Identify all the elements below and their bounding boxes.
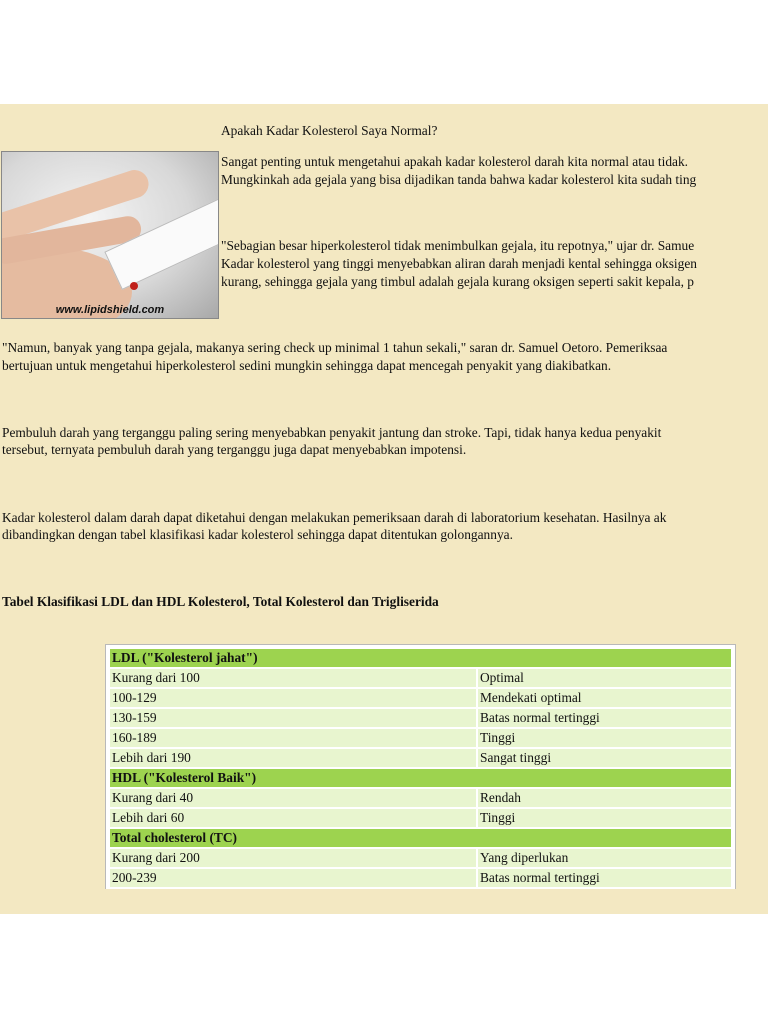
- table-row: [110, 809, 731, 827]
- table-cell: Kurang dari 40: [110, 789, 476, 807]
- table-section-header: [110, 829, 731, 847]
- paragraph-2-line-3: kurang, sehingga gejala yang timbul adalah gejala kurang oksigen seperti sakit kepala, p: [221, 274, 694, 289]
- paragraph-5-line-1: Kadar kolesterol dalam darah dapat diketahui dengan melakukan pemeriksaan darah di laboratorium kesehatan. Hasilnya ak: [2, 510, 667, 525]
- table-section-header: [110, 649, 731, 667]
- article-title: Apakah Kadar Kolesterol Saya Normal?: [221, 123, 438, 138]
- table-cell: 200-239: [110, 869, 476, 887]
- table-cell: Kurang dari 100: [110, 669, 476, 687]
- table-cell: 100-129: [110, 689, 476, 707]
- table-cell: Lebih dari 190: [110, 749, 476, 767]
- paragraph-2-line-1: "Sebagian besar hiperkolesterol tidak menimbulkan gejala, itu repotnya," ujar dr. Samue: [221, 238, 695, 253]
- hdl-header: HDL ("Kolesterol Baik"): [110, 769, 731, 787]
- table-row: [110, 869, 731, 887]
- table-row: [110, 849, 731, 867]
- paragraph-5-line-2: dibandingkan dengan tabel klasifikasi kadar kolesterol sehingga dapat ditentukan golongannya.: [2, 527, 513, 542]
- classification-table: [105, 644, 736, 889]
- table-cell: Batas normal tertinggi: [478, 709, 731, 727]
- table-row: [110, 789, 731, 807]
- table-cell: 160-189: [110, 729, 476, 747]
- paragraph-4-line-2: tersebut, ternyata pembuluh darah yang terganggu juga dapat menyebabkan impotensi.: [2, 442, 467, 457]
- table-cell: Mendekati optimal: [478, 689, 731, 707]
- paragraph-1-line-1: Sangat penting untuk mengetahui apakah kadar kolesterol darah kita normal atau tidak.: [221, 154, 689, 169]
- table-cell: Lebih dari 60: [110, 809, 476, 827]
- table-cell: 130-159: [110, 709, 476, 727]
- table-cell: Optimal: [478, 669, 731, 687]
- table-row: [110, 749, 731, 767]
- table-cell: Tinggi: [478, 729, 731, 747]
- article-page: [0, 104, 768, 914]
- photo-caption: www.lipidshield.com: [55, 304, 165, 316]
- table-row: [110, 689, 731, 707]
- table-cell: Sangat tinggi: [478, 749, 731, 767]
- tc-header: Total cholesterol (TC): [110, 829, 731, 847]
- table-cell: Kurang dari 200: [110, 849, 476, 867]
- paragraph-3-line-2: bertujuan untuk mengetahui hiperkolesterol sedini mungkin sehingga dapat mencegah penyakit yang diakibatkan.: [2, 358, 612, 373]
- paragraph-2-line-2: Kadar kolesterol yang tinggi menyebabkan aliran darah menjadi kental sehingga oksigen: [221, 256, 697, 271]
- table-section-header: [110, 769, 731, 787]
- paragraph-3-line-1: "Namun, banyak yang tanpa gejala, makanya sering check up minimal 1 tahun sekali," saran dr. Samuel Oetoro. Pemeriksaa: [2, 340, 668, 355]
- table-cell: Batas normal tertinggi: [478, 869, 731, 887]
- table-cell: Rendah: [478, 789, 731, 807]
- table-row: [110, 729, 731, 747]
- table-row: [110, 709, 731, 727]
- paragraph-4-line-1: Pembuluh darah yang terganggu paling sering menyebabkan penyakit jantung dan stroke. Tapi, tidak hanya kedua penyakit: [2, 425, 662, 440]
- table-row: [110, 669, 731, 687]
- table-cell: Tinggi: [478, 809, 731, 827]
- article-photo: [1, 151, 219, 319]
- table-title: Tabel Klasifikasi LDL dan HDL Kolesterol, Total Kolesterol dan Trigliserida: [2, 594, 439, 609]
- paragraph-1-line-2: Mungkinkah ada gejala yang bisa dijadikan tanda bahwa kadar kolesterol kita sudah ting: [221, 172, 697, 187]
- ldl-header: LDL ("Kolesterol jahat"): [110, 649, 731, 667]
- table-cell: Yang diperlukan: [478, 849, 731, 867]
